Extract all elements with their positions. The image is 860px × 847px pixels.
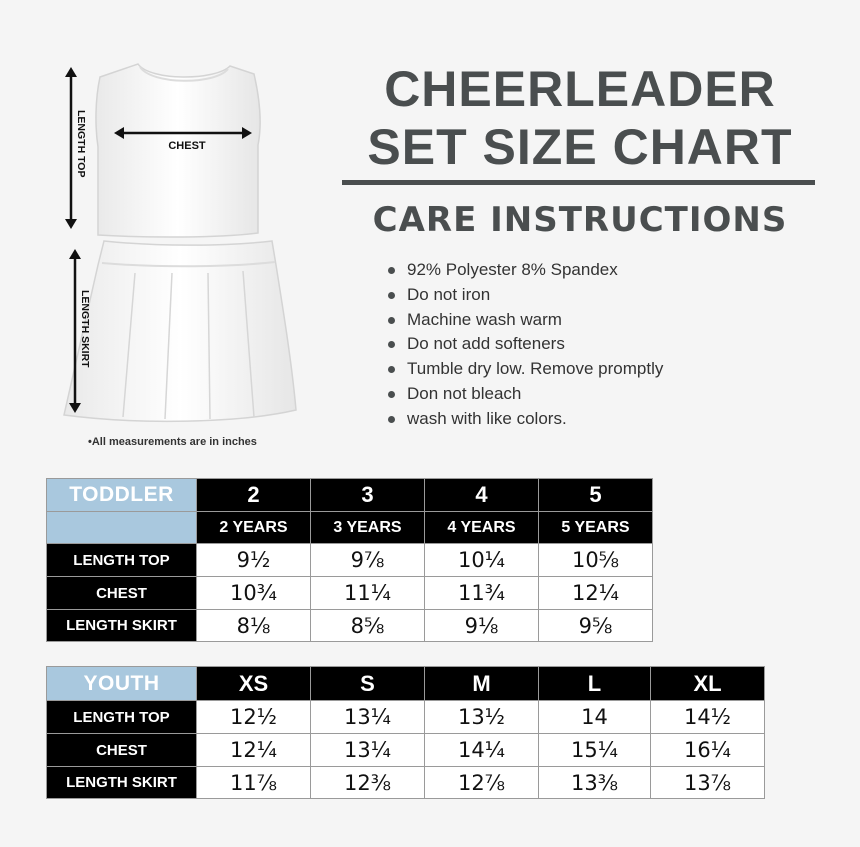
measurement-cell: 8⅛ xyxy=(197,610,311,642)
measurement-cell: 9⅛ xyxy=(425,610,539,642)
care-item: Do not add softeners xyxy=(388,332,663,357)
care-instructions-list xyxy=(388,258,663,432)
measurement-cell: 12¼ xyxy=(197,734,311,767)
size-header: L xyxy=(539,667,651,701)
toddler-size-table xyxy=(46,478,653,642)
measurement-cell: 11⅞ xyxy=(197,767,311,799)
page-title xyxy=(340,60,820,176)
title-line-2: SET SIZE CHART xyxy=(367,119,793,175)
row-label: LENGTH TOP xyxy=(47,701,197,734)
care-item: Do not iron xyxy=(388,283,663,308)
size-header: XL xyxy=(651,667,765,701)
skirt-image xyxy=(64,241,296,421)
care-item: Tumble dry low. Remove promptly xyxy=(388,357,663,382)
row-label: CHEST xyxy=(47,577,197,610)
measurement-cell: 12¼ xyxy=(539,577,653,610)
measurement-cell: 13¼ xyxy=(311,701,425,734)
measurement-cell: 14 xyxy=(539,701,651,734)
measurement-cell: 14¼ xyxy=(425,734,539,767)
size-header: 3 xyxy=(311,479,425,512)
garment-illustration xyxy=(40,55,330,455)
toddler-label: TODDLER xyxy=(47,479,197,512)
table-row xyxy=(47,767,765,799)
measurement-cell: 8⅝ xyxy=(311,610,425,642)
age-header: 4 YEARS xyxy=(425,512,539,544)
measurement-cell: 9⅞ xyxy=(311,544,425,577)
title-divider xyxy=(342,180,815,185)
table-row xyxy=(47,512,653,544)
measurement-cell: 15¼ xyxy=(539,734,651,767)
table-row xyxy=(47,667,765,701)
measurement-cell: 11¼ xyxy=(311,577,425,610)
size-header: 5 xyxy=(539,479,653,512)
size-header: XS xyxy=(197,667,311,701)
table-row xyxy=(47,734,765,767)
row-label: LENGTH SKIRT xyxy=(47,767,197,799)
measurement-cell: 16¼ xyxy=(651,734,765,767)
table-row xyxy=(47,544,653,577)
size-header: M xyxy=(425,667,539,701)
length-top-label: LENGTH TOP xyxy=(75,110,87,178)
measurement-cell: 12⅜ xyxy=(311,767,425,799)
row-label: CHEST xyxy=(47,734,197,767)
size-header: S xyxy=(311,667,425,701)
table-row xyxy=(47,610,653,642)
measurement-cell: 14½ xyxy=(651,701,765,734)
care-item: Machine wash warm xyxy=(388,308,663,333)
measurement-cell: 13⅞ xyxy=(651,767,765,799)
measurement-cell: 10¼ xyxy=(425,544,539,577)
age-header: 5 YEARS xyxy=(539,512,653,544)
care-item: wash with like colors. xyxy=(388,407,663,432)
row-label: LENGTH TOP xyxy=(47,544,197,577)
measurement-cell: 12½ xyxy=(197,701,311,734)
table-row xyxy=(47,479,653,512)
age-header: 3 YEARS xyxy=(311,512,425,544)
chest-label: CHEST xyxy=(168,140,206,152)
care-item: 92% Polyester 8% Spandex xyxy=(388,258,663,283)
table-row xyxy=(47,701,765,734)
care-item: Don not bleach xyxy=(388,382,663,407)
measurement-cell: 13¼ xyxy=(311,734,425,767)
table-row xyxy=(47,577,653,610)
age-header: 2 YEARS xyxy=(197,512,311,544)
length-skirt-label: LENGTH SKIRT xyxy=(79,290,91,368)
row-label: LENGTH SKIRT xyxy=(47,610,197,642)
size-header: 4 xyxy=(425,479,539,512)
care-instructions-heading: CARE INSTRUCTIONS xyxy=(372,200,788,240)
measurement-cell: 9½ xyxy=(197,544,311,577)
measurement-cell: 9⅝ xyxy=(539,610,653,642)
measurement-cell: 12⅞ xyxy=(425,767,539,799)
measurement-cell: 11¾ xyxy=(425,577,539,610)
youth-label: YOUTH xyxy=(47,667,197,701)
measurement-cell: 13½ xyxy=(425,701,539,734)
measurement-note: •All measurements are in inches xyxy=(88,436,257,448)
size-header: 2 xyxy=(197,479,311,512)
title-line-1: CHEERLEADER xyxy=(384,61,776,117)
toddler-label-fill xyxy=(47,512,197,544)
measurement-cell: 13⅜ xyxy=(539,767,651,799)
measurement-cell: 10¾ xyxy=(197,577,311,610)
youth-size-table xyxy=(46,666,765,799)
measurement-cell: 10⅝ xyxy=(539,544,653,577)
